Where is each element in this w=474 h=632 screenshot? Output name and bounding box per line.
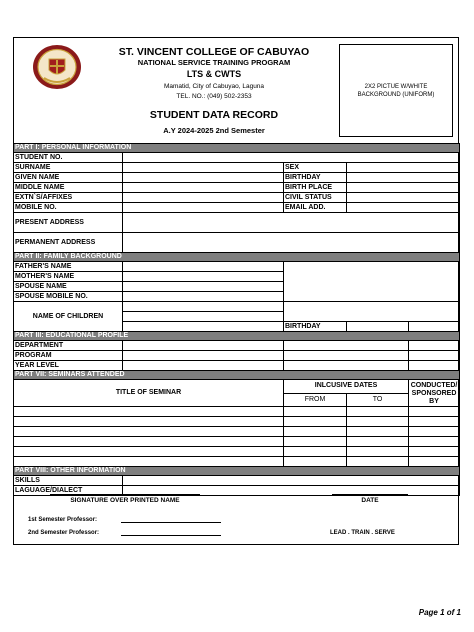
label-birthday: BIRTHDAY: [284, 173, 347, 183]
field-mother-name[interactable]: [123, 272, 284, 282]
field-present-address[interactable]: [123, 213, 460, 233]
field-year-level-extra[interactable]: [284, 361, 409, 371]
header-from: FROM: [284, 393, 347, 407]
label-student-no: STUDENT NO.: [14, 153, 123, 163]
seminar-from-cell[interactable]: [284, 447, 347, 457]
academic-term: A.Y 2024-2025 2nd Semester: [163, 126, 265, 135]
label-birth-place: BIRTH PLACE: [284, 183, 347, 193]
seminar-title-cell[interactable]: [14, 407, 284, 417]
label-extension: EXTN`S/AFFIXES: [14, 193, 123, 203]
field-given-name[interactable]: [123, 173, 284, 183]
field-spouse-mobile[interactable]: [123, 292, 284, 302]
date-label: DATE: [361, 497, 379, 504]
field-civil-status[interactable]: [347, 193, 460, 203]
section-seminars-attended: PART VII: SEMINARS ATTENDED: [14, 371, 460, 380]
label-mother-name: MOTHER'S NAME: [14, 272, 123, 282]
school-name: ST. VINCENT COLLEGE OF CABUYAO: [118, 46, 310, 58]
date-line[interactable]: [332, 494, 408, 495]
header-seminar-title: TITLE OF SEMINAR: [14, 380, 284, 407]
label-department: DEPARTMENT: [14, 341, 123, 351]
seminar-sponsor-cell[interactable]: [409, 457, 460, 467]
photo-box-instructions: 2X2 PICTUE W/WHITE BACKGROUND (UNIFORM): [357, 83, 435, 98]
field-permanent-address[interactable]: [123, 233, 460, 253]
motto: LEAD . TRAIN . SERVE: [330, 530, 395, 536]
seminar-sponsor-cell[interactable]: [409, 427, 460, 437]
header-inclusive-dates: INLCUSIVE DATES: [284, 380, 409, 394]
header-conducted-by: CONDUCTED/ SPONSORED BY: [409, 380, 460, 407]
form-title: STUDENT DATA RECORD: [149, 109, 279, 121]
field-program-extra[interactable]: [284, 351, 409, 361]
school-telephone: TEL. NO.: (049) 502-2353: [176, 93, 252, 100]
label-present-address: PRESENT ADDRESS: [14, 213, 123, 233]
label-email: EMAIL ADD.: [284, 203, 347, 213]
section-family-background: PART II: FAMILY BACKGROUND: [14, 253, 460, 262]
label-permanent-address: PERMANENT ADDRESS: [14, 233, 123, 253]
seminar-title-cell[interactable]: [14, 417, 284, 427]
seminar-to-cell[interactable]: [347, 427, 409, 437]
field-program[interactable]: [123, 351, 284, 361]
seminar-to-cell[interactable]: [347, 417, 409, 427]
section-personal-info: PART I: PERSONAL INFORMATION: [14, 144, 460, 153]
family-blank-area: [284, 262, 460, 302]
field-year-level-extra-2[interactable]: [409, 361, 460, 371]
field-program-extra-2[interactable]: [409, 351, 460, 361]
label-given-name: GIVEN NAME: [14, 173, 123, 183]
field-birthday[interactable]: [347, 173, 460, 183]
seminar-from-cell[interactable]: [284, 427, 347, 437]
label-spouse-mobile: SPOUSE MOBILE NO.: [14, 292, 123, 302]
field-child-1[interactable]: [123, 302, 284, 312]
label-middle-name: MIDDLE NAME: [14, 183, 123, 193]
student-data-table: [13, 143, 460, 496]
second-semester-professor-line[interactable]: [121, 535, 221, 536]
seminar-from-cell[interactable]: [284, 417, 347, 427]
seminar-to-cell[interactable]: [347, 447, 409, 457]
seminar-title-cell[interactable]: [14, 447, 284, 457]
header-to: TO: [347, 393, 409, 407]
school-seal-logo: [32, 42, 82, 92]
field-birth-place[interactable]: [347, 183, 460, 193]
seminar-title-cell[interactable]: [14, 437, 284, 447]
second-semester-professor-label: 2nd Semester Professor:: [28, 530, 100, 536]
seminar-from-cell[interactable]: [284, 457, 347, 467]
school-address: Mamatid, City of Cabuyao, Laguna: [163, 83, 265, 90]
signature-line[interactable]: [50, 494, 200, 495]
field-child-3[interactable]: [123, 322, 284, 332]
field-skills[interactable]: [123, 476, 460, 486]
field-child-2[interactable]: [123, 312, 284, 322]
components-title: LTS & CWTS: [186, 69, 242, 79]
field-department-extra-2[interactable]: [409, 341, 460, 351]
label-year-level: YEAR LEVEL: [14, 361, 123, 371]
label-program: PROGRAM: [14, 351, 123, 361]
field-department-extra[interactable]: [284, 341, 409, 351]
program-name: NATIONAL SERVICE TRAINING PROGRAM: [137, 58, 291, 67]
seminar-to-cell[interactable]: [347, 457, 409, 467]
field-extension[interactable]: [123, 193, 284, 203]
seminar-sponsor-cell[interactable]: [409, 437, 460, 447]
field-email[interactable]: [347, 203, 460, 213]
field-middle-name[interactable]: [123, 183, 284, 193]
field-children-birthday-extra[interactable]: [409, 322, 460, 332]
field-father-name[interactable]: [123, 262, 284, 272]
seminar-to-cell[interactable]: [347, 407, 409, 417]
photo-box: [339, 44, 453, 137]
seminar-title-cell[interactable]: [14, 427, 284, 437]
section-educational-profile: PART III: EDUCATIONAL PROFILE: [14, 332, 460, 341]
seminar-to-cell[interactable]: [347, 437, 409, 447]
field-year-level[interactable]: [123, 361, 284, 371]
seminar-title-cell[interactable]: [14, 457, 284, 467]
label-spouse-name: SPOUSE NAME: [14, 282, 123, 292]
section-other-information: PART VIII: OTHER INFORMATION: [14, 467, 460, 476]
seminar-sponsor-cell[interactable]: [409, 407, 460, 417]
page-number: Page 1 of 1: [418, 608, 461, 617]
field-department[interactable]: [123, 341, 284, 351]
seminar-from-cell[interactable]: [284, 437, 347, 447]
field-children-birthday[interactable]: [347, 322, 409, 332]
label-mobile-no: MOBILE NO.: [14, 203, 123, 213]
field-surname[interactable]: [123, 163, 284, 173]
label-civil-status: CIVIL STATUS: [284, 193, 347, 203]
label-surname: SURNAME: [14, 163, 123, 173]
field-mobile-no[interactable]: [123, 203, 284, 213]
label-sex: SEX: [284, 163, 347, 173]
first-semester-professor-line[interactable]: [121, 522, 221, 523]
children-blank-area: [284, 302, 460, 322]
label-skills: SKILLS: [14, 476, 123, 486]
seminar-sponsor-cell[interactable]: [409, 417, 460, 427]
first-semester-professor-label: 1st Semester Professor:: [28, 517, 98, 523]
signature-label: SIGNATURE OVER PRINTED NAME: [70, 497, 180, 504]
field-sex[interactable]: [347, 163, 460, 173]
label-children: NAME OF CHILDREN: [14, 302, 123, 332]
seminar-from-cell[interactable]: [284, 407, 347, 417]
label-father-name: FATHER'S NAME: [14, 262, 123, 272]
seminar-sponsor-cell[interactable]: [409, 447, 460, 457]
label-language: LAGUAGE/DIALECT: [14, 486, 123, 496]
label-children-birthday: BIRTHDAY: [284, 322, 347, 332]
field-spouse-name[interactable]: [123, 282, 284, 292]
field-student-no[interactable]: [123, 153, 460, 163]
